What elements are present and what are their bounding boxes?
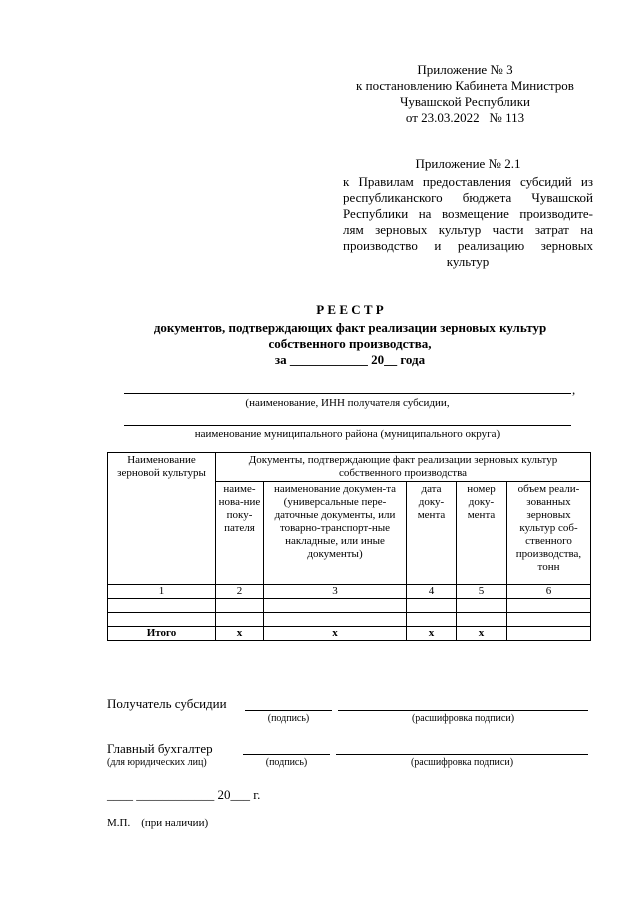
stamp-note: М.П. (при наличии) xyxy=(107,817,209,829)
table-row[interactable] xyxy=(108,599,591,613)
table-cell[interactable] xyxy=(507,599,591,613)
documents-group-header: Документы, подтверждающие факт реализации зерновых культур собственного производства xyxy=(216,453,591,482)
table-cell[interactable] xyxy=(216,613,264,627)
total-label: Итого xyxy=(108,627,216,641)
total-cell: х xyxy=(407,627,457,641)
register-subtitle: собственного производства, xyxy=(268,336,432,351)
register-period: за ____________ 20__ года xyxy=(274,352,426,367)
column-number: 5 xyxy=(457,585,507,599)
signature-caption: (подпись) xyxy=(267,713,310,724)
table-cell[interactable] xyxy=(108,613,216,627)
decode-caption: (расшифровка подписи) xyxy=(410,757,514,768)
table-cell[interactable] xyxy=(264,613,407,627)
table-cell[interactable] xyxy=(108,599,216,613)
appendix-3-block xyxy=(330,62,600,126)
appendix-3-date: от 23.03.2022 № 113 xyxy=(405,110,525,125)
table-cell[interactable] xyxy=(457,599,507,613)
register-subtitle: документов, подтверждающих факт реализации зерновых культур xyxy=(153,320,547,335)
table-cell[interactable] xyxy=(507,613,591,627)
buyer-name-header: наиме-нова-ние поку-пателя xyxy=(216,482,264,585)
accountant-note: (для юридических лиц) xyxy=(107,757,207,768)
appendix-2-1-line: республиканского бюджета Чувашской xyxy=(343,190,593,205)
appendix-3-title: Приложение № 3 xyxy=(417,62,513,77)
table-cell[interactable] xyxy=(407,613,457,627)
document-date-header: дата доку-мента xyxy=(407,482,457,585)
column-number-row xyxy=(108,585,591,599)
culture-name-header: Наименование зерновой культуры xyxy=(108,453,216,585)
column-number: 3 xyxy=(264,585,407,599)
recipient-decode-line[interactable] xyxy=(338,710,588,711)
accountant-decode-line[interactable] xyxy=(336,754,588,755)
register-title: Р Е Е С Т Р xyxy=(316,302,384,317)
table-cell[interactable] xyxy=(407,599,457,613)
recipient-signature-label: Получатель субсидии xyxy=(107,696,227,711)
register-table xyxy=(107,452,591,641)
signature-caption: (подпись) xyxy=(265,757,308,768)
decode-caption: (расшифровка подписи) xyxy=(411,713,515,724)
table-row[interactable] xyxy=(108,613,591,627)
column-number: 1 xyxy=(108,585,216,599)
recipient-caption: (наименование, ИНН получателя субсидии, xyxy=(245,397,450,409)
table-cell[interactable] xyxy=(457,613,507,627)
recipient-fill-line[interactable] xyxy=(124,393,571,394)
recipient-signature-line[interactable] xyxy=(245,710,332,711)
total-row xyxy=(108,627,591,641)
total-volume-cell[interactable] xyxy=(507,627,591,641)
total-cell: х xyxy=(216,627,264,641)
column-number: 4 xyxy=(407,585,457,599)
district-caption: наименование муниципального района (муниципального округа) xyxy=(194,428,501,440)
accountant-signature-line[interactable] xyxy=(243,754,330,755)
document-number-header: номер доку-мента xyxy=(457,482,507,585)
column-number: 2 xyxy=(216,585,264,599)
appendix-2-1-title: Приложение № 2.1 xyxy=(415,156,521,171)
appendix-2-1-line: культур xyxy=(446,254,490,269)
total-cell: х xyxy=(457,627,507,641)
table-cell[interactable] xyxy=(264,599,407,613)
table-cell[interactable] xyxy=(216,599,264,613)
appendix-2-1-line: Республики на возмещение производите- xyxy=(343,206,593,221)
appendix-2-1-line: к Правилам предоставления субсидий из xyxy=(343,174,593,189)
document-name-header: наименование докумен-та (универсальные пере-даточные документы, или товарно-транспорт-ные накладные, или иные документы) xyxy=(264,482,407,585)
appendix-2-1-text xyxy=(343,174,593,270)
appendix-2-1-line: лям зерновых культур части затрат на xyxy=(343,222,593,237)
table-header-row xyxy=(108,453,591,482)
date-line[interactable]: ____ ____________ 20___ г. xyxy=(107,787,261,802)
recipient-comma: , xyxy=(572,382,576,397)
column-number: 6 xyxy=(507,585,591,599)
appendix-2-1-line: производство и реализацию зерновых xyxy=(343,238,593,253)
volume-header: объем реали-зованных зерновых культур соб-ственного производства, тонн xyxy=(507,482,591,585)
appendix-3-line: к постановлению Кабинета Министров xyxy=(356,78,574,93)
district-fill-line[interactable] xyxy=(124,425,571,426)
total-cell: х xyxy=(264,627,407,641)
accountant-label: Главный бухгалтер xyxy=(107,741,213,756)
appendix-3-line: Чувашской Республики xyxy=(399,94,531,109)
